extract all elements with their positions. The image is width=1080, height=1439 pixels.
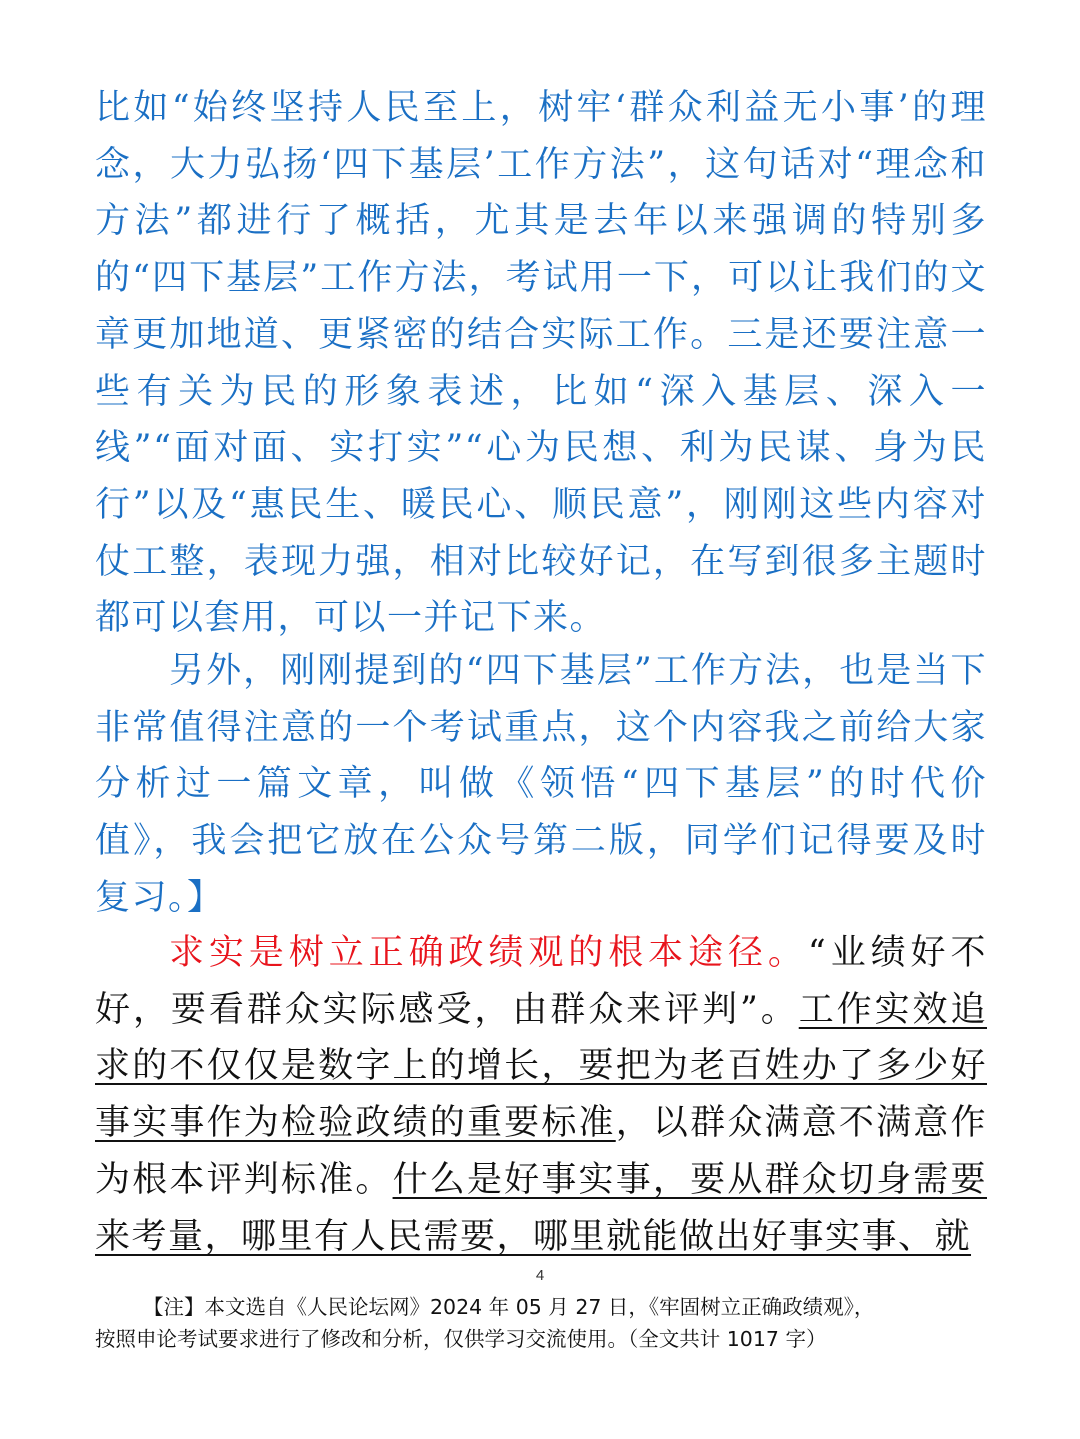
quote-text: “业绩好不好，要看群众实际感受，由群众来评判”。 <box>95 933 987 1030</box>
plain-sentence: ，以群众满意不满意作为根本评判标准。 <box>95 1103 987 1200</box>
body-paragraph <box>95 925 987 1265</box>
commentary-paragraph-2: 另外，刚刚提到的“四下基层”工作方法，也是当下非常值得注意的一个考试重点，这个内容我之前给大家分析过一篇文章，叫做《领悟“四下基层”的时代价值》，我会把它放在公众号第二版，同学们记得要及时复习。】 <box>95 651 987 918</box>
underlined-sentence-1: 工作实效追求的不仅仅是数字上的增长，要把为老百姓办了多少好事实事作为检验政绩的重要标准 <box>95 989 987 1144</box>
section-heading: 求实是树立正确政绩观的根本途径。 <box>169 933 808 973</box>
commentary-paragraph-1: 比如“始终坚持人民至上，树牢‘群众利益无小事’的理念，大力弘扬‘四下基层’工作方法”，这句话对“理念和方法”都进行了概括，尤其是去年以来强调的特别多的“四下基层”工作方法，考试用一下，可以让我们的文章更加地道、更紧密的结合实际工作。三是还要注意一些有关为民的形象表述，比如“深入基层、深入一线”“面对面、实打实”“心为民想、利为民谋、身为民行”以及“惠民生、暖民心、顺民意”，刚刚这些内容对仗工整，表现力强，相对比较好记，在写到很多主题时都可以套用，可以一并记下来。 <box>95 88 987 639</box>
footnote-line-1: 【注】本文选自《人民论坛网》2024 年 05 月 27 日，《牢固树立正确政绩观》， <box>143 1295 875 1319</box>
footnote-line-2: 按照申论考试要求进行了修改和分析，仅供学习交流使用。（全文共计 1017 字） <box>95 1327 827 1351</box>
underlined-sentence-2: 什么是好事实事，要从群众切身需要来考量，哪里有人民需要，哪里就能做出好事实事、就 <box>95 1159 987 1257</box>
footnote <box>95 1291 995 1355</box>
page-number: 4 <box>535 1267 545 1284</box>
